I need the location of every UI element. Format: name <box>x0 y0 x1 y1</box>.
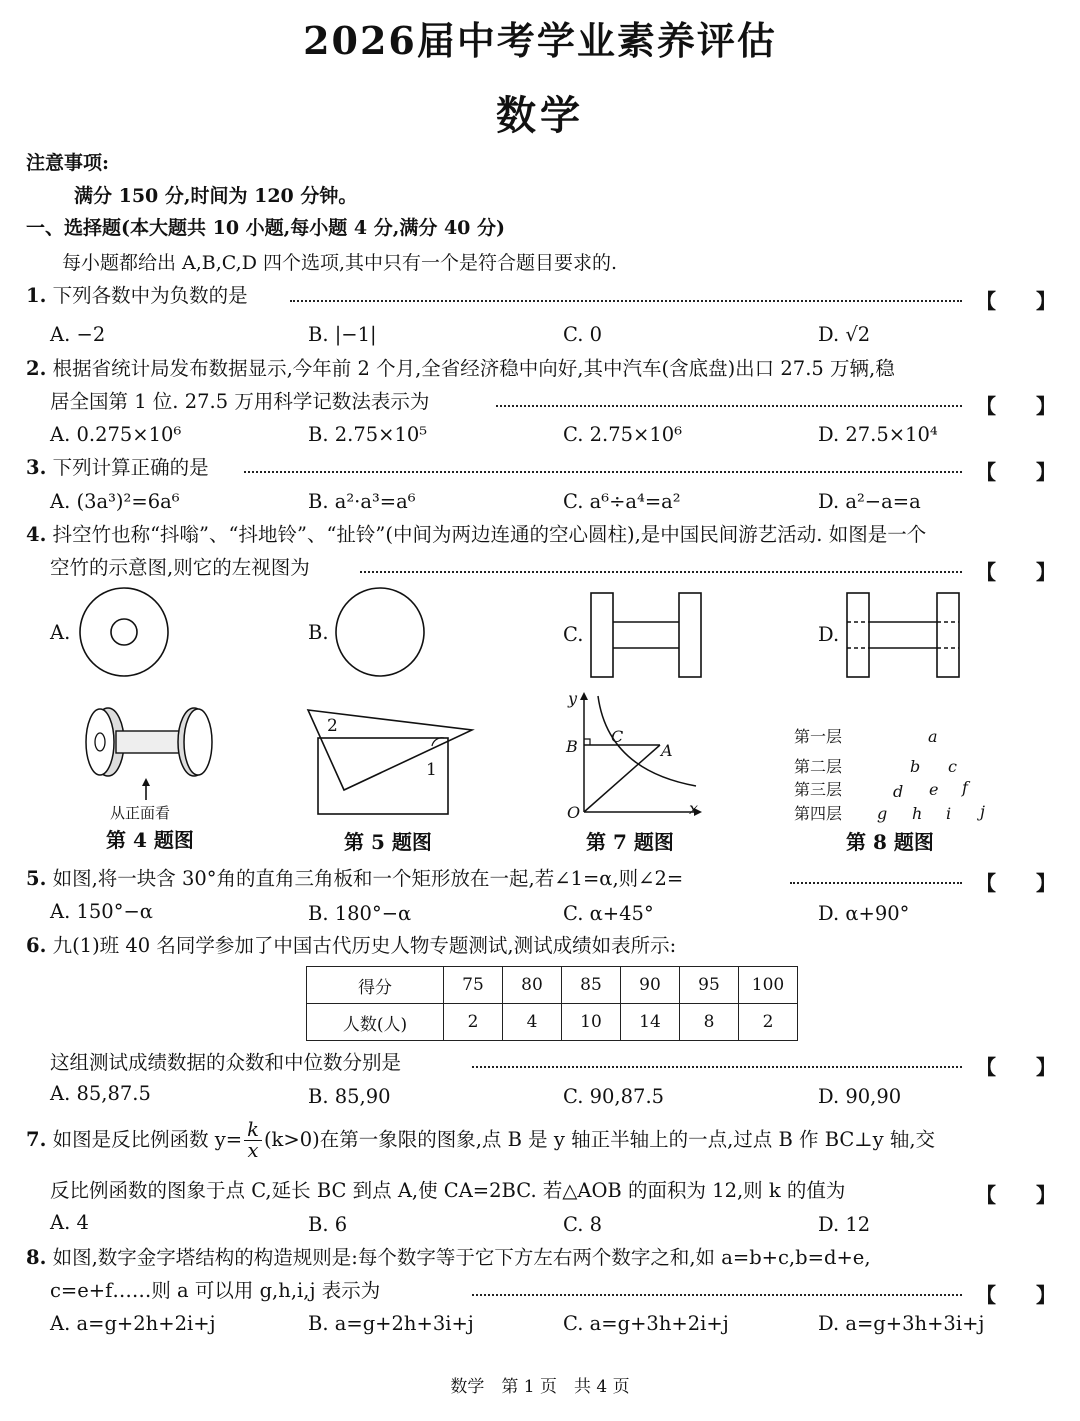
axis-x-label: x <box>689 799 699 818</box>
answer-leader <box>496 405 962 407</box>
option-b: B. <box>308 621 329 644</box>
question-number: 3. <box>26 456 47 479</box>
option-a: A. <box>50 621 71 644</box>
question-8 <box>26 1245 871 1271</box>
table-cell: 2 <box>739 1004 798 1041</box>
pyramid-c: c <box>948 757 957 776</box>
inverse-function-figure <box>560 690 704 820</box>
option-b: B. a=g+2h+3i+j <box>308 1312 474 1335</box>
pyramid-e: e <box>929 780 939 799</box>
question-1 <box>26 283 248 309</box>
option-d: D. α+90° <box>818 902 910 925</box>
answer-leader <box>290 300 962 302</box>
layer-1-label: 第一层 <box>794 727 843 746</box>
table-cell: 90 <box>621 967 680 1004</box>
question-number: 4. <box>26 523 47 546</box>
question-4 <box>26 522 926 548</box>
option-a: A. 150°−α <box>50 900 153 923</box>
pyramid-b: b <box>910 757 921 776</box>
answer-bracket: 【 】 <box>976 1283 1056 1307</box>
question-number: 5. <box>26 867 47 890</box>
option-b: B. 6 <box>308 1213 348 1236</box>
option-a: A. 85,87.5 <box>50 1082 151 1105</box>
table-cell: 75 <box>444 967 503 1004</box>
table-row <box>307 1004 798 1041</box>
score-table <box>306 966 798 1041</box>
answer-leader <box>244 471 962 473</box>
notice-text: 满分 150 分,时间为 120 分钟。 <box>74 185 358 207</box>
option-c: C. a⁶÷a⁴=a² <box>563 490 681 513</box>
table-cell: 人数(人) <box>307 1004 444 1041</box>
option-b: B. a²·a³=a⁶ <box>308 490 416 513</box>
answer-leader <box>360 571 962 573</box>
question-text-cont: (k>0)在第一象限的图象,点 B 是 y 轴正半轴上的一点,过点 B 作 BC⊥y 轴,交 <box>263 1128 936 1151</box>
table-cell: 2 <box>444 1004 503 1041</box>
option-a: A. −2 <box>50 323 106 346</box>
origin-label: O <box>567 803 581 822</box>
option-d: D. 90,90 <box>818 1085 902 1108</box>
angle-1-label: 1 <box>426 760 437 780</box>
question-number: 2. <box>26 357 47 380</box>
fraction-k-over-x <box>244 1120 262 1161</box>
question-number: 8. <box>26 1246 47 1269</box>
question-text: 下列各数中为负数的是 <box>52 284 248 307</box>
option-b: B. |−1| <box>308 323 377 346</box>
answer-bracket: 【 】 <box>976 1055 1056 1079</box>
layer-4-label: 第四层 <box>794 804 843 823</box>
table-cell: 10 <box>562 1004 621 1041</box>
question-text-line2: 空竹的示意图,则它的左视图为 <box>50 556 310 579</box>
section-instruction: 每小题都给出 A,B,C,D 四个选项,其中只有一个是符合题目要求的. <box>62 252 618 274</box>
question-text: 如图,将一块含 30°角的直角三角板和一个矩形放在一起,若∠1=α,则∠2= <box>52 867 684 890</box>
option-d: D. <box>818 623 840 646</box>
notice-heading: 注意事项: <box>26 152 110 174</box>
table-cell: 100 <box>739 967 798 1004</box>
option-c: C. a=g+3h+2i+j <box>563 1312 729 1335</box>
table-cell: 14 <box>621 1004 680 1041</box>
view-direction-label: 从正面看 <box>110 804 171 822</box>
option-b-circle-figure <box>334 586 426 678</box>
question-text-line2: 这组测试成绩数据的众数和中位数分别是 <box>50 1051 402 1074</box>
answer-leader <box>790 882 962 884</box>
question-6 <box>26 933 676 959</box>
question-text: 如图,数字金字塔结构的构造规则是:每个数字等于它下方左右两个数字之和,如 a=b+c,b=d+e, <box>52 1246 871 1269</box>
question-number: 1. <box>26 284 47 307</box>
answer-leader <box>472 1066 962 1068</box>
pyramid-g: g <box>877 804 888 823</box>
fraction-denominator: x <box>247 1139 259 1162</box>
option-c: C. 8 <box>563 1213 603 1236</box>
option-c: C. 90,87.5 <box>563 1085 665 1108</box>
option-c: C. α+45° <box>563 902 654 925</box>
answer-bracket: 【 】 <box>976 460 1056 484</box>
option-a-annulus-figure <box>78 586 170 678</box>
point-b-label: B <box>566 737 578 756</box>
table-cell: 4 <box>503 1004 562 1041</box>
pyramid-d: d <box>893 782 904 801</box>
question-text-line2: 反比例函数的图象于点 C,延长 BC 到点 A,使 CA=2BC. 若△AOB 的面积为 12,则 k 的值为 <box>50 1179 846 1202</box>
question-text-line2: 居全国第 1 位. 27.5 万用科学记数法表示为 <box>50 390 430 413</box>
answer-bracket: 【 】 <box>976 871 1056 895</box>
question-text: 九(1)班 40 名同学参加了中国古代历史人物专题测试,测试成绩如表所示: <box>52 934 677 957</box>
figure-5-caption: 第 5 题图 <box>344 830 432 854</box>
axis-y-label: y <box>568 689 578 708</box>
point-a-label: A <box>661 741 673 760</box>
question-text: 如图是反比例函数 y= <box>52 1128 243 1151</box>
question-text: 抖空竹也称“抖嗡”、“抖地铃”、“扯铃”(中间为两边连通的空心圆柱),是中国民间游艺活动. 如图是一个 <box>52 523 927 546</box>
option-c-dumbbell-figure <box>590 592 704 678</box>
layer-3-label: 第三层 <box>794 780 843 799</box>
option-a: A. 4 <box>50 1211 89 1234</box>
table-cell: 80 <box>503 967 562 1004</box>
table-cell: 8 <box>680 1004 739 1041</box>
table-cell: 85 <box>562 967 621 1004</box>
option-a: A. 0.275×10⁶ <box>50 423 182 446</box>
option-d: D. a=g+3h+3i+j <box>818 1312 985 1335</box>
option-c: C. <box>563 623 584 646</box>
option-d: D. 12 <box>818 1213 871 1236</box>
section-heading: 一、选择题(本大题共 10 小题,每小题 4 分,满分 40 分) <box>26 217 505 239</box>
question-7 <box>26 1118 935 1162</box>
table-cell: 95 <box>680 967 739 1004</box>
question-number: 6. <box>26 934 47 957</box>
table-cell: 得分 <box>307 967 444 1004</box>
angle-2-label: 2 <box>327 716 338 736</box>
option-d: D. 27.5×10⁴ <box>818 423 938 446</box>
option-c: C. 2.75×10⁶ <box>563 423 683 446</box>
subject-title: 数学 <box>496 92 584 139</box>
point-c-label: C <box>611 727 624 746</box>
option-b: B. 85,90 <box>308 1085 391 1108</box>
pyramid-f: f <box>962 778 968 797</box>
question-2 <box>26 356 895 382</box>
figure-4-caption: 第 4 题图 <box>106 828 194 852</box>
question-number: 7. <box>26 1128 47 1151</box>
pyramid-a: a <box>928 727 938 746</box>
pyramid-h: h <box>912 804 923 823</box>
option-d-dumbbell-dashed-figure <box>846 592 962 678</box>
answer-bracket: 【 】 <box>976 289 1056 313</box>
answer-bracket: 【 】 <box>976 1183 1056 1207</box>
question-5 <box>26 866 683 892</box>
fraction-numerator: k <box>244 1120 262 1141</box>
option-b: B. 2.75×10⁵ <box>308 423 428 446</box>
layer-2-label: 第二层 <box>794 757 843 776</box>
kongzhu-figure <box>86 704 216 804</box>
page-footer: 数学 第 1 页 共 4 页 <box>450 1377 630 1397</box>
pyramid-j: j <box>980 802 985 821</box>
question-text-line2: c=e+f……则 a 可以用 g,h,i,j 表示为 <box>50 1279 381 1302</box>
option-d: D. √2 <box>818 323 871 346</box>
question-text: 下列计算正确的是 <box>52 456 209 479</box>
answer-bracket: 【 】 <box>976 560 1056 584</box>
answer-leader <box>472 1294 962 1296</box>
question-text: 根据省统计局发布数据显示,今年前 2 个月,全省经济稳中向好,其中汽车(含底盘)出口 27.5 万辆,稳 <box>52 357 895 380</box>
answer-bracket: 【 】 <box>976 394 1056 418</box>
option-a: A. (3a³)²=6a⁶ <box>50 490 180 513</box>
option-a: A. a=g+2h+2i+j <box>50 1312 216 1335</box>
figure-8-caption: 第 8 题图 <box>846 830 934 854</box>
option-d: D. a²−a=a <box>818 490 921 513</box>
figure-7-caption: 第 7 题图 <box>586 830 674 854</box>
option-c: C. 0 <box>563 323 603 346</box>
exam-title: 2026届中考学业素养评估 <box>303 18 777 63</box>
option-b: B. 180°−α <box>308 902 412 925</box>
pyramid-i: i <box>946 804 952 823</box>
table-row <box>307 967 798 1004</box>
question-3 <box>26 455 209 481</box>
